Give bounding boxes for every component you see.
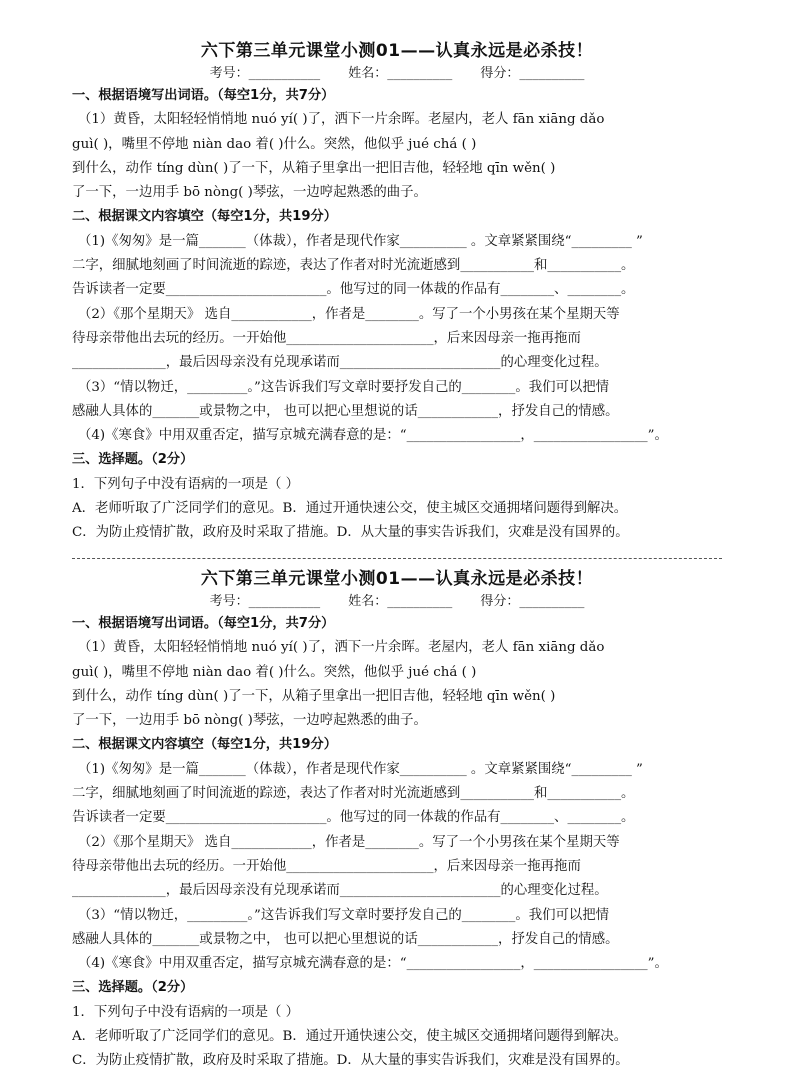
exam-number-field[interactable]: 考号：___________ xyxy=(209,66,321,81)
question-line: 告诉读者一定要________________________。他写过的同一体裁的作品有________、________。 xyxy=(72,810,635,826)
question-line: 待母亲带他出去玩的经历。一开始他______________________，后来因母亲一拖再拖而 xyxy=(72,858,581,874)
choice-line: C．为防止疫情扩散，政府及时采取了措施。D．从大量的事实告诉我们，灾难是没有国界的。 xyxy=(72,1053,629,1069)
question-line: 二字，细腻地刻画了时间流逝的踪迹，表达了作者对时光流逝感到___________和___________。 xyxy=(72,786,635,802)
score-field[interactable]: 得分：__________ xyxy=(480,66,585,81)
question-line: （3）“情以物迁，_________。”这告诉我们写文章时要抒发自己的________。我们可以把情 xyxy=(78,379,610,395)
student-info-row xyxy=(72,592,722,612)
choice-line: C．为防止疫情扩散，政府及时采取了措施。D．从大量的事实告诉我们，灾难是没有国界的。 xyxy=(72,525,629,541)
exam-number-field[interactable]: 考号：___________ xyxy=(209,594,321,609)
question-line: 待母亲带他出去玩的经历。一开始他______________________，后来因母亲一拖再拖而 xyxy=(72,330,581,346)
section-heading: 三、选择题。（2分） xyxy=(72,980,194,996)
quiz-title: 六下第三单元课堂小测01——认真永远是必杀技！ xyxy=(200,41,594,61)
question-line: 1．下列句子中没有语病的一项是（ ） xyxy=(72,476,300,492)
quiz-copy-2 xyxy=(72,566,722,1074)
quiz-title: 六下第三单元课堂小测01——认真永远是必杀技！ xyxy=(200,569,594,589)
question-line: （1）黄昏，太阳轻轻悄悄地 nuó yí( )了，洒下一片余晖。老屋内，老人 fān xiāng dǎo xyxy=(78,640,605,656)
name-field[interactable]: 姓名：__________ xyxy=(348,594,453,609)
question-line: 到什么，动作 tíng dùn( )了一下，从箱子里拿出一把旧吉他，轻轻地 qīn wěn( ) xyxy=(72,688,556,704)
question-line: 二字，细腻地刻画了时间流逝的踪迹，表达了作者对时光流逝感到___________和___________。 xyxy=(72,258,635,274)
question-line: （1)《匆匆》是一篇_______（体裁），作者是现代作家__________ 。文章紧紧围绕“_________ ” xyxy=(78,233,643,249)
student-info-row xyxy=(72,64,722,84)
quiz-copy-1 xyxy=(72,38,722,546)
question-line: guì( )，嘴里不停地 niàn dao 着( )什么。突然，他似乎 jué chá ( ) xyxy=(72,136,477,152)
question-line: 了一下，一边用手 bō nòng( )琴弦，一边哼起熟悉的曲子。 xyxy=(72,185,427,201)
choice-line: A．老师听取了广泛同学们的意见。B．通过开通快速公交，使主城区交通拥堵问题得到解决。 xyxy=(72,1029,628,1045)
question-line: （3）“情以物迁，_________。”这告诉我们写文章时要抒发自己的________。我们可以把情 xyxy=(78,907,610,923)
score-field[interactable]: 得分：__________ xyxy=(480,594,585,609)
section-heading: 一、根据语境写出词语。（每空1分，共7分） xyxy=(72,616,335,631)
question-line: （4)《寒食》中用双重否定，描写京城充满春意的是：“_________________，_________________”。 xyxy=(78,956,668,972)
question-line: 1．下列句子中没有语病的一项是（ ） xyxy=(72,1004,300,1020)
question-line: （2）《那个星期天》 选自____________，作者是________。写了一个小男孩在某个星期天等 xyxy=(78,834,620,850)
question-line: 到什么，动作 tíng dùn( )了一下，从箱子里拿出一把旧吉他，轻轻地 qīn wěn( ) xyxy=(72,160,556,176)
section-heading: 二、根据课文内容填空（每空1分，共19分） xyxy=(72,737,337,753)
question-line: （1）黄昏，太阳轻轻悄悄地 nuó yí( )了，洒下一片余晖。老屋内，老人 fān xiāng dǎo xyxy=(78,112,605,128)
question-line: （4)《寒食》中用双重否定，描写京城充满春意的是：“_________________，_________________”。 xyxy=(78,428,668,444)
section-heading: 二、根据课文内容填空（每空1分，共19分） xyxy=(72,209,337,225)
name-field[interactable]: 姓名：__________ xyxy=(348,66,453,81)
cut-line-divider xyxy=(72,558,722,559)
question-line: 感融人具体的_______或景物之中， 也可以把心里想说的话____________，抒发自己的情感。 xyxy=(72,403,619,419)
section-heading: 一、根据语境写出词语。（每空1分，共7分） xyxy=(72,88,335,103)
question-line: 告诉读者一定要________________________。他写过的同一体裁的作品有________、________。 xyxy=(72,282,635,298)
question-line: ______________，最后因母亲没有兑现承诺而________________________的心理变化过程。 xyxy=(72,883,608,899)
question-line: 感融人具体的_______或景物之中， 也可以把心里想说的话____________，抒发自己的情感。 xyxy=(72,931,619,947)
question-line: （1)《匆匆》是一篇_______（体裁），作者是现代作家__________ 。文章紧紧围绕“_________ ” xyxy=(78,761,643,777)
section-heading: 三、选择题。（2分） xyxy=(72,452,194,468)
question-line: guì( )，嘴里不停地 niàn dao 着( )什么。突然，他似乎 jué chá ( ) xyxy=(72,664,477,680)
question-line: ______________，最后因母亲没有兑现承诺而________________________的心理变化过程。 xyxy=(72,355,608,371)
choice-line: A．老师听取了广泛同学们的意见。B．通过开通快速公交，使主城区交通拥堵问题得到解决。 xyxy=(72,501,628,517)
question-line: （2）《那个星期天》 选自____________，作者是________。写了一个小男孩在某个星期天等 xyxy=(78,306,620,322)
question-line: 了一下，一边用手 bō nòng( )琴弦，一边哼起熟悉的曲子。 xyxy=(72,713,427,729)
